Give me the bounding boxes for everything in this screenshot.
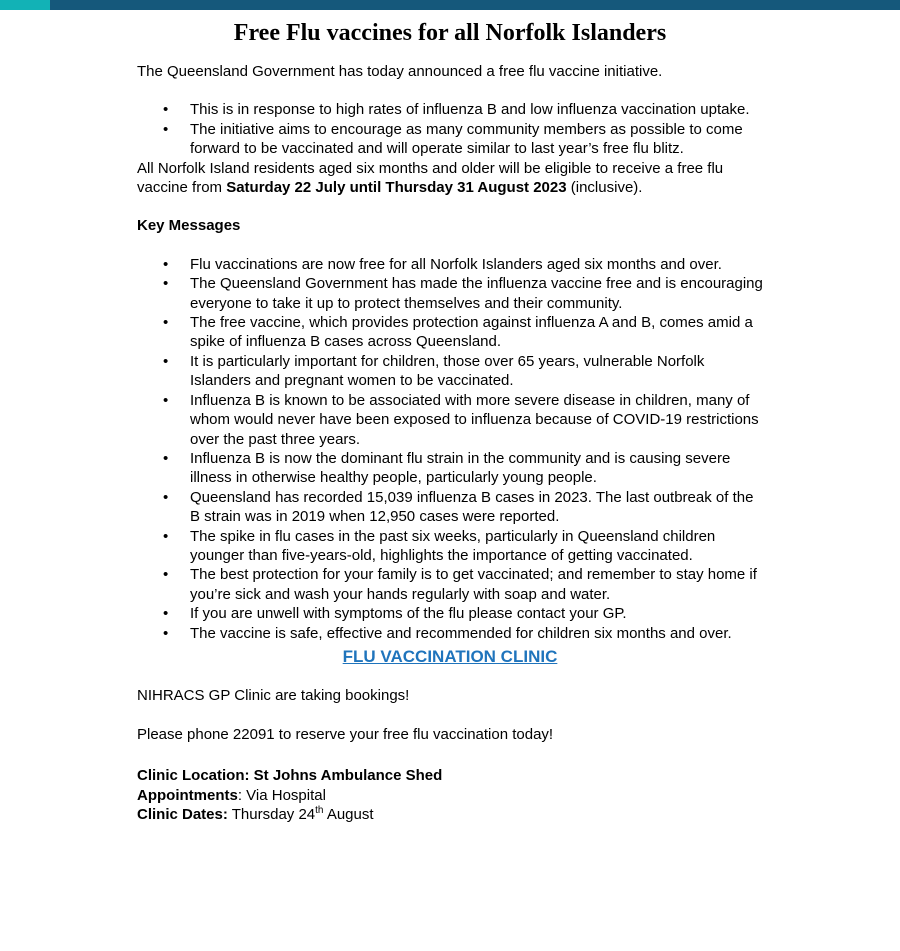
eligibility-paragraph [137, 159, 763, 198]
list-item: • Influenza B is known to be associated with more severe disease in children, many of whom would never have been exposed to influenza because of COVID-19 restrictions over the past three years. [190, 391, 763, 449]
appointments-label: Appointments [137, 786, 238, 804]
appointments-value: : Via Hospital [237, 786, 326, 804]
list-item: • Queensland has recorded 15,039 influenza B cases in 2023. The last outbreak of the B strain was in 2019 when 12,950 cases were reported. [190, 488, 763, 527]
top-accent-teal-segment [0, 0, 50, 10]
clinic-dates-superscript: th [315, 805, 324, 816]
document-body [0, 62, 900, 824]
list-item: • The spike in flu cases in the past six weeks, particularly in Queensland children younger than five-years-old, highlights the importance of getting vaccinated. [190, 527, 763, 566]
eligibility-text-post: (inclusive). [566, 179, 643, 197]
clinic-dates-label: Clinic Dates: [137, 806, 228, 823]
clinic-link-line [137, 646, 763, 667]
list-item: • Flu vaccinations are now free for all Norfolk Islanders aged six months and over. [190, 255, 763, 274]
clinic-location-line: Clinic Location: St Johns Ambulance Shed [137, 767, 443, 785]
clinic-dates-value-pre: Thursday 24 [227, 806, 316, 823]
intro-paragraph: The Queensland Government has today announced a free flu vaccine initiative. [137, 63, 663, 80]
eligibility-text-pre: All Norfolk Island residents aged six months and older will be eligible to receive a free flu vaccine from [137, 159, 724, 197]
top-accent-blue-segment [50, 0, 900, 10]
list-item: • If you are unwell with symptoms of the flu please contact your GP. [190, 604, 763, 623]
intro-bullet-list [137, 100, 763, 158]
list-item: • This is in response to high rates of influenza B and low influenza vaccination uptake. [190, 100, 763, 119]
flu-vaccination-clinic-link[interactable]: FLU VACCINATION CLINIC [342, 646, 558, 666]
list-item: • Influenza B is now the dominant flu strain in the community and is causing severe illness in otherwise healthy people, particularly young people. [190, 449, 763, 488]
key-messages-list [137, 255, 763, 643]
key-messages-heading: Key Messages [137, 217, 241, 235]
list-item: • The Queensland Government has made the influenza vaccine free and is encouraging everyone to take it up to protect themselves and their community. [190, 274, 763, 313]
eligibility-date-range: Saturday 22 July until Thursday 31 August 2023 [226, 179, 567, 197]
phone-line: Please phone 22091 to reserve your free flu vaccination today! [137, 725, 554, 743]
list-item: • It is particularly important for children, those over 65 years, vulnerable Norfolk Islanders and pregnant women to be vaccinated. [190, 352, 763, 391]
list-item: • The best protection for your family is to get vaccinated; and remember to stay home if you’re sick and wash your hands regularly with soap and water. [190, 565, 763, 604]
list-item: • The free vaccine, which provides protection against influenza A and B, comes amid a spike of influenza B cases across Queensland. [190, 313, 763, 352]
top-accent-bar [0, 0, 900, 10]
clinic-appointments-line [137, 786, 763, 805]
list-item: • The vaccine is safe, effective and recommended for children six months and over. [190, 624, 763, 643]
clinic-dates-value-post: August [323, 806, 374, 823]
bookings-line: NIHRACS GP Clinic are taking bookings! [137, 687, 410, 705]
clinic-info-block [137, 766, 763, 824]
page-title: Free Flu vaccines for all Norfolk Islanders [233, 20, 667, 46]
list-item: • The initiative aims to encourage as many community members as possible to come forward to be vaccinated and will operate similar to last year’s free flu blitz. [190, 120, 763, 159]
clinic-dates-line [137, 805, 763, 824]
